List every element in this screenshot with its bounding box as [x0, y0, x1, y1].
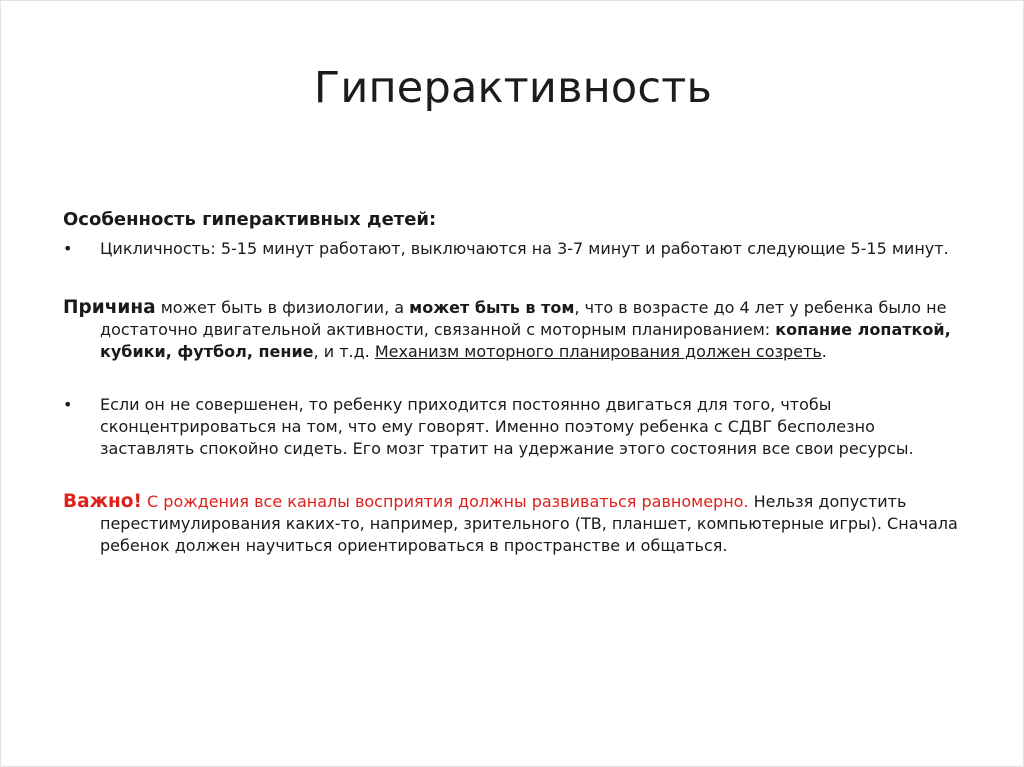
paragraph-important — [63, 491, 963, 557]
slide-title: Гиперактивность — [313, 63, 713, 113]
cause-text-4: . — [821, 342, 827, 361]
bullet-imperfect — [63, 394, 963, 460]
cause-text-3: , и т.д. — [313, 342, 375, 361]
bullet-dot-icon: • — [63, 395, 73, 414]
bullet-imperfect-text: Если он не совершенен, то ребенку приходится постоянно двигаться для того, чтобы сконцентрироваться на том, что ему говорят. Именно поэтому ребенка с СДВГ бесполезно заставлять спокойно сидеть. Его мозг тратит на удержание этого состояния все свои ресурсы. — [100, 395, 914, 458]
cause-underlined: Механизм моторного планирования должен созреть — [374, 342, 822, 361]
bullet-cyclicity-text: Цикличность: 5-15 минут работают, выключаются на 3-7 минут и работают следующие 5-15 минут. — [100, 239, 949, 258]
cause-keyword: Причина — [63, 297, 156, 318]
paragraph-cause — [63, 297, 963, 363]
important-keyword: Важно! — [63, 491, 142, 512]
bullet-dot-icon: • — [63, 239, 73, 258]
lead-heading: Особенность гиперактивных детей: — [63, 209, 437, 230]
cause-bold-1: может быть в том — [409, 298, 575, 317]
slide-body — [63, 208, 963, 557]
important-rest-text: Нельзя допустить перестимулирования каких-то, например, зрительного (ТВ, планшет, компьютерные игры). Сначала ребенок должен научиться ориентироваться в пространстве и общаться. — [100, 492, 958, 555]
important-red-text: С рождения все каналы восприятия должны развиваться равномерно. — [141, 492, 749, 511]
cause-text-1: может быть в физиологии, а — [155, 298, 410, 317]
cause-bold-2: копание лопаткой, кубики, футбол, пение — [100, 320, 951, 361]
bullet-cyclicity — [63, 238, 963, 260]
cause-text-2: , что в возрасте до 4 лет у ребенка было не достаточно двигательной активности, связанной с моторным планированием: — [100, 298, 947, 339]
